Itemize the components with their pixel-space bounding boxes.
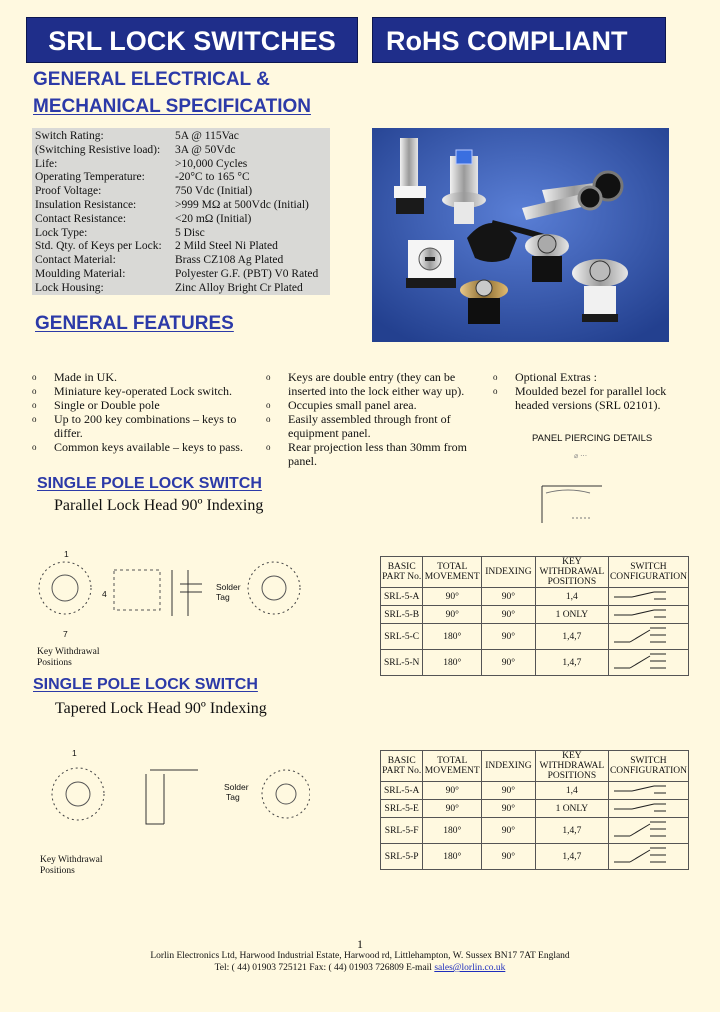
spec-key: Moulding Material:	[35, 268, 126, 280]
table-header-cell: KEY WITHDRAWAL POSITIONS	[535, 557, 608, 588]
table-header-cell: INDEXING	[482, 751, 536, 782]
section2-subtitle: Tapered Lock Head 90º Indexing	[55, 700, 267, 717]
feature-item	[266, 412, 481, 440]
table-cell: 90°	[482, 624, 536, 650]
bullet-icon: o	[266, 400, 271, 410]
section2-heading: SINGLE POLE LOCK SWITCH	[33, 676, 258, 693]
table-row	[381, 650, 689, 676]
table-cell: 1,4,7	[535, 818, 608, 844]
switch-config-cell	[608, 844, 688, 870]
table-cell: 90°	[423, 800, 482, 818]
table-cell: SRL-5-F	[381, 818, 423, 844]
section2-positions: Positions	[40, 866, 75, 876]
table-header-cell: BASIC PART No.	[381, 557, 423, 588]
table-row	[381, 606, 689, 624]
feature-text: Occupies small panel area.	[288, 398, 417, 412]
feature-item	[493, 384, 683, 412]
bullet-icon: o	[266, 442, 271, 452]
spec-value: Brass CZ108 Ag Plated	[175, 254, 284, 267]
features-column-1	[32, 370, 247, 454]
spec-table	[32, 128, 330, 295]
feature-item	[266, 440, 481, 468]
features-column-2	[266, 370, 481, 468]
feature-item	[32, 440, 247, 454]
spec-key: Std. Qty. of Keys per Lock:	[35, 240, 162, 253]
table-cell: 1,4	[535, 588, 608, 606]
feature-text: Keys are double entry (they can be inserted into the lock either way up).	[288, 370, 465, 398]
bullet-icon: o	[32, 372, 37, 382]
section1-positions: Positions	[37, 658, 72, 668]
table-cell: 1,4,7	[535, 844, 608, 870]
switch-config-cell	[608, 818, 688, 844]
spec-value: Zinc Alloy Bright Cr Plated	[175, 281, 303, 294]
spec-key: Operating Temperature:	[35, 171, 145, 184]
table-cell: 180°	[423, 624, 482, 650]
feature-text: Made in UK.	[54, 370, 117, 384]
switch-config-cell	[608, 650, 688, 676]
section1-pos-4: 4	[102, 589, 107, 599]
spec-value: 750 Vdc (Initial)	[175, 185, 253, 198]
features-column-3	[493, 370, 683, 412]
spec-value: >10,000 Cycles	[175, 157, 248, 170]
footer-email-link[interactable]: sales@lorlin.co.uk	[434, 963, 506, 973]
bullet-icon: o	[32, 414, 37, 424]
bullet-icon: o	[266, 414, 271, 424]
table-header-cell: TOTAL MOVEMENT	[423, 557, 482, 588]
table-cell: 90°	[423, 588, 482, 606]
spec-key: Switch Rating:	[35, 130, 104, 142]
svg-text:⌀ ⋯: ⌀ ⋯	[574, 453, 588, 460]
table-header-cell: TOTAL MOVEMENT	[423, 751, 482, 782]
table-cell: 1,4,7	[535, 624, 608, 650]
table-cell: 90°	[423, 782, 482, 800]
section2-drawing-icon	[30, 752, 310, 847]
switch-config-cell	[608, 588, 688, 606]
panel-piercing-title: PANEL PIERCING DETAILS	[532, 433, 653, 444]
table-header-cell: INDEXING	[482, 557, 536, 588]
table-cell: 180°	[423, 844, 482, 870]
spec-key: (Switching Resistive load):	[35, 143, 161, 156]
feature-text: Common keys available – keys to pass.	[54, 440, 243, 454]
switch-config-icon	[610, 650, 678, 672]
bullet-icon: o	[493, 386, 498, 396]
bullet-icon: o	[32, 386, 37, 396]
feature-text: Miniature key-operated Lock switch.	[54, 384, 232, 398]
table-cell: 180°	[423, 818, 482, 844]
table-row	[381, 782, 689, 800]
spec-value: -20°C to 165 °C	[175, 171, 250, 184]
spec-value: 3A @ 50Vdc	[175, 143, 236, 156]
spec-key: Contact Resistance:	[35, 212, 127, 225]
table-row	[381, 800, 689, 818]
feature-text: Optional Extras :	[515, 370, 597, 384]
table-cell: 1 ONLY	[535, 606, 608, 624]
section2-key-withdrawal: Key Withdrawal	[40, 855, 103, 865]
section1-key-withdrawal: Key Withdrawal	[37, 647, 100, 657]
table-cell: 1,4,7	[535, 650, 608, 676]
table-cell: 1,4	[535, 782, 608, 800]
spec-key: Lock Type:	[35, 226, 88, 239]
footer-address: Lorlin Electronics Ltd, Harwood Industrial Estate, Harwood rd, Littlehampton, W. Sussex BN17 7AT England	[150, 951, 570, 961]
table-cell: 90°	[482, 650, 536, 676]
spec-heading-line2: MECHANICAL SPECIFICATION	[33, 96, 311, 117]
feature-item	[32, 370, 247, 384]
panel-piercing-diagram-icon	[532, 448, 662, 528]
rohs-banner: RoHS COMPLIANT	[372, 17, 666, 63]
feature-item	[32, 398, 247, 412]
spec-key: Life:	[35, 157, 58, 170]
spec-heading-line1: GENERAL ELECTRICAL &	[33, 69, 270, 90]
switch-config-cell	[608, 606, 688, 624]
table-header-row	[381, 751, 689, 782]
table-cell: SRL-5-N	[381, 650, 423, 676]
switch-config-cell	[608, 800, 688, 818]
section2-part-table	[380, 750, 689, 870]
spec-key: Proof Voltage:	[35, 185, 102, 198]
table-cell: SRL-5-B	[381, 606, 423, 624]
table-header-cell: SWITCH CONFIGURATION	[608, 557, 688, 588]
spec-value: <20 mΩ (Initial)	[175, 212, 252, 225]
spec-key: Contact Material:	[35, 254, 116, 267]
bullet-icon: o	[493, 372, 498, 382]
section2-pos-1: 1	[72, 748, 77, 758]
feature-text: Up to 200 key combinations – keys to differ.	[54, 412, 237, 440]
section1-part-table	[380, 556, 689, 676]
switch-config-icon	[610, 800, 678, 814]
spec-key: Lock Housing:	[35, 281, 104, 294]
feature-item	[32, 412, 247, 440]
bullet-icon: o	[32, 400, 37, 410]
feature-item	[266, 370, 481, 398]
title-banner-left: SRL LOCK SWITCHES	[26, 17, 358, 63]
footer-contact	[0, 963, 720, 973]
section2-solder-label: Solder	[224, 782, 249, 792]
switch-config-icon	[610, 606, 678, 620]
feature-text: Single or Double pole	[54, 398, 160, 412]
bullet-icon: o	[32, 442, 37, 452]
table-cell: 90°	[482, 606, 536, 624]
section1-heading: SINGLE POLE LOCK SWITCH	[37, 475, 262, 492]
section1-pos-1: 1	[64, 549, 69, 559]
table-cell: 90°	[482, 588, 536, 606]
table-row	[381, 818, 689, 844]
table-header-row	[381, 557, 689, 588]
table-cell: SRL-5-P	[381, 844, 423, 870]
switch-config-cell	[608, 782, 688, 800]
page-number: 1	[357, 937, 363, 951]
feature-text: Moulded bezel for parallel lock headed versions (SRL 02101).	[515, 384, 667, 412]
spec-key: Insulation Resistance:	[35, 199, 137, 211]
table-cell: 90°	[482, 800, 536, 818]
spec-value: 2 Mild Steel Ni Plated	[175, 240, 278, 253]
table-cell: 1 ONLY	[535, 800, 608, 818]
table-cell: 90°	[423, 606, 482, 624]
switch-config-icon	[610, 844, 678, 866]
features-heading: GENERAL FEATURES	[35, 313, 234, 334]
product-photo	[372, 128, 669, 342]
switch-config-cell	[608, 624, 688, 650]
footer-phone-fax: Tel: ( 44) 01903 725121 Fax: ( 44) 01903 726809 E-mail	[214, 963, 435, 973]
table-cell: 90°	[482, 844, 536, 870]
bullet-icon: o	[266, 372, 271, 382]
spec-value: >999 MΩ at 500Vdc (Initial)	[175, 199, 309, 211]
section1-solder-label: Solder	[216, 582, 241, 592]
section2-tag-label: Tag	[226, 792, 240, 802]
switch-config-icon	[610, 782, 678, 796]
table-row	[381, 844, 689, 870]
table-cell: SRL-5-E	[381, 800, 423, 818]
section1-tag-label: Tag	[216, 592, 230, 602]
table-cell: 90°	[482, 818, 536, 844]
feature-item	[493, 370, 683, 384]
table-cell: 90°	[482, 782, 536, 800]
table-cell: 180°	[423, 650, 482, 676]
lock-switch-photo-icon	[372, 128, 669, 342]
feature-item	[266, 398, 481, 412]
table-header-cell: BASIC PART No.	[381, 751, 423, 782]
table-header-cell: SWITCH CONFIGURATION	[608, 751, 688, 782]
switch-config-icon	[610, 818, 678, 840]
feature-text: Rear projection less than 30mm from panel.	[288, 440, 467, 468]
table-cell: SRL-5-A	[381, 782, 423, 800]
table-cell: SRL-5-A	[381, 588, 423, 606]
section1-subtitle: Parallel Lock Head 90º Indexing	[54, 497, 264, 514]
spec-value: 5 Disc	[175, 226, 205, 239]
table-row	[381, 624, 689, 650]
switch-config-icon	[610, 624, 678, 646]
table-header-cell: KEY WITHDRAWAL POSITIONS	[535, 751, 608, 782]
spec-value: Polyester G.F. (PBT) V0 Rated	[175, 268, 319, 280]
section1-pos-7: 7	[63, 629, 68, 639]
table-cell: SRL-5-C	[381, 624, 423, 650]
section1-drawing-icon	[30, 540, 310, 640]
feature-text: Easily assembled through front of equipment panel.	[288, 412, 451, 440]
table-row	[381, 588, 689, 606]
switch-config-icon	[610, 588, 678, 602]
feature-item	[32, 384, 247, 398]
spec-value: 5A @ 115Vac	[175, 130, 239, 142]
